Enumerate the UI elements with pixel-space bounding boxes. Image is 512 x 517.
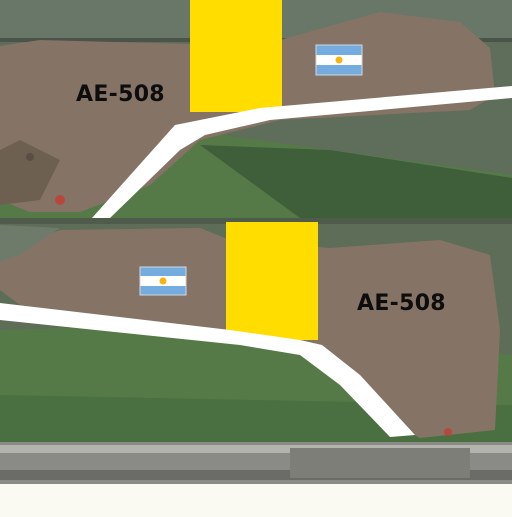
bottom-aircraft-code: AE-508	[357, 291, 446, 316]
top-rivet-light	[55, 195, 65, 205]
bottom-rivet-light	[444, 428, 452, 436]
top-rivet	[26, 153, 34, 161]
bottom-yellow-panel	[226, 222, 318, 340]
top-yellow-panel	[190, 0, 282, 112]
argentina-flag-icon	[316, 45, 362, 75]
top-panel	[0, 0, 512, 218]
bottom-panel	[0, 218, 512, 442]
argentina-flag-icon	[140, 267, 186, 295]
fuselage-strip	[0, 442, 512, 512]
strip-panel	[290, 448, 470, 478]
sheet-margin	[0, 484, 512, 512]
top-aircraft-code: AE-508	[76, 82, 165, 107]
